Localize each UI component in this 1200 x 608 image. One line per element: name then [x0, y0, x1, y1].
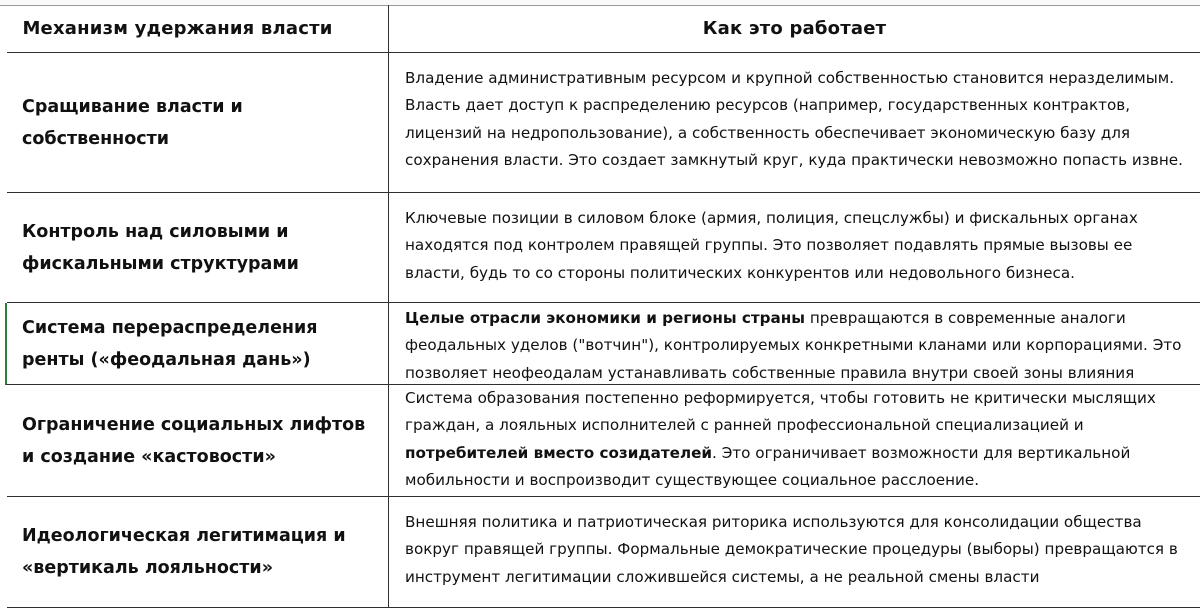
description-text-end: . Это ограничивает возможности для вертикальной мобильности и воспроизводит существующее социальное расслоение.: [405, 443, 1131, 489]
mechanism-label: Сращивание власти и собственности: [22, 96, 243, 149]
description-bold-text: потребителей вместо созидателей: [405, 443, 713, 462]
row-2-description: [389, 193, 1200, 303]
row-2-mechanism: [7, 193, 389, 303]
row-5-description: [389, 497, 1200, 608]
mechanism-label: Идеологическая легитимация и «вертикаль лояльности»: [22, 526, 346, 578]
mechanism-label: Система перераспределения ренты («феодальная дань»): [22, 317, 318, 370]
row-5-mechanism: [7, 497, 389, 608]
header-how: [389, 5, 1200, 53]
mechanism-label: Ограничение социальных лифтов и создание «кастовости»: [22, 414, 366, 467]
header-how-label: Как это работает: [702, 18, 887, 39]
row-3-mechanism: [5, 303, 389, 385]
header-mechanism-label: Механизм удержания власти: [22, 18, 333, 39]
mechanism-label: Контроль над силовыми и фискальными структурами: [22, 221, 299, 274]
row-1-mechanism: [7, 53, 389, 193]
row-1-description: [389, 53, 1200, 193]
description-text: Ключевые позиции в силовом блоке (армия, полиция, спецслужбы) и фискальных органах находятся под контролем правящей группы. Это позволяет подавлять прямые вызовы ее власти, будь то со стороны политических конкурентов или недовольного бизнеса.: [405, 209, 1138, 282]
description-text: Владение административным ресурсом и крупной собственностью становится неразделимым. Власть дает доступ к распределению ресурсов (например, государственных контрактов, лицензий на недропользование), а собственность обеспечивает экономическую базу для сохранения власти. Это создает замкнутый круг, куда практически невозможно попасть извне.: [405, 69, 1183, 169]
header-mechanism: [7, 5, 389, 53]
description-text: Внешняя политика и патриотическая риторика используются для консолидации общества вокруг правящей группы. Формальные демократические процедуры (выборы) превращаются в инструмент легитимации сложившейся системы, а не реальной смены власти: [405, 513, 1178, 586]
row-4-description: [389, 385, 1200, 497]
description-text: Система образования постепенно реформируется, чтобы готовить не критически мыслящих граждан, а лояльных исполнителей с ранней профессиональной специализацией и: [405, 389, 1156, 435]
description-bold-text: Целые отрасли экономики и регионы страны: [405, 309, 805, 327]
description-text: превращаются в современные аналоги феодальных уделов ("вотчин"), контролируемых конкретными кланами или корпорациями. Это позволяет неофеодалам устанавливать собственные правила внутри своей зоны влияния: [405, 309, 1182, 382]
row-4-mechanism: [7, 385, 389, 497]
row-3-description: [389, 303, 1200, 385]
power-mechanisms-table: [7, 5, 1200, 608]
